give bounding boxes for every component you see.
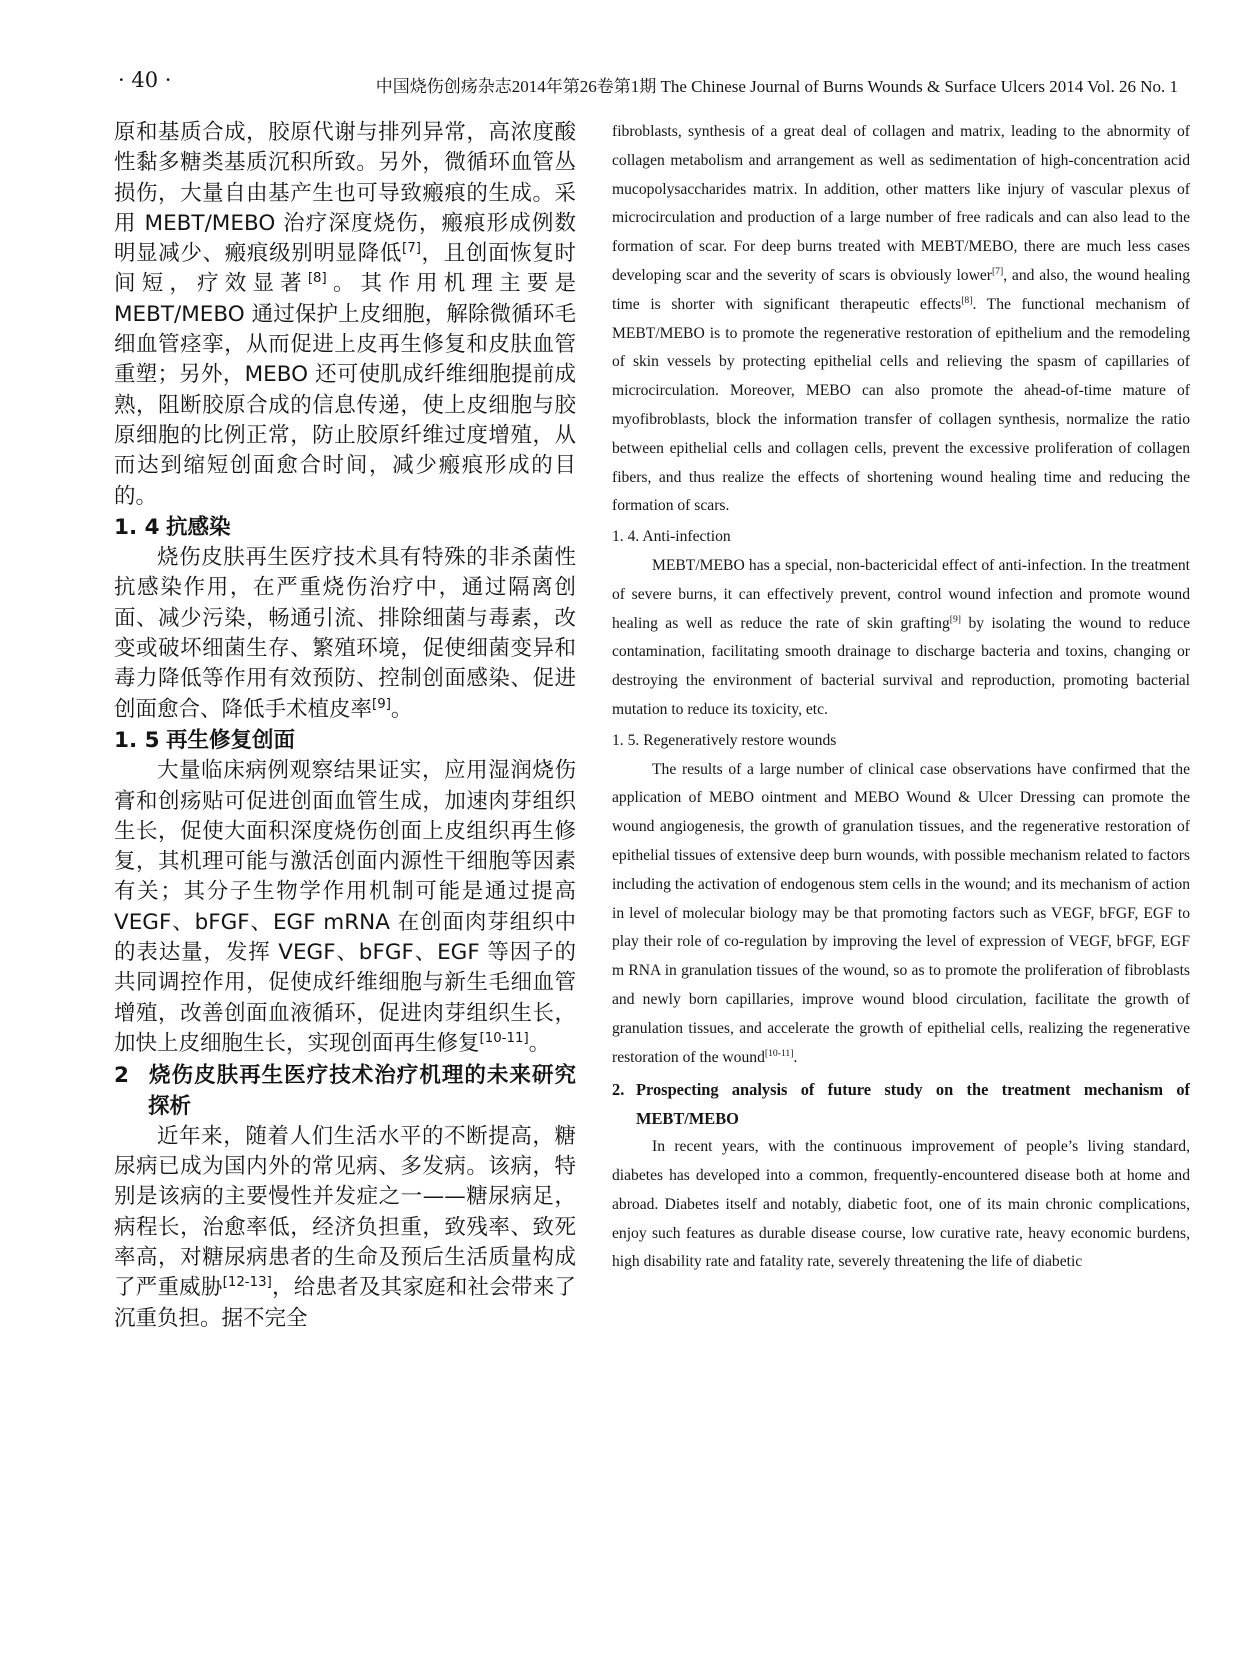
section-heading-1-4	[114, 513, 576, 543]
running-title: 中国烧伤创疡杂志2014年第26卷第1期 The Chinese Journal of Burns Wounds & Surface Ulcers 2014 Vol. 26 No. 1	[375, 77, 1178, 96]
section-heading-1-5: 1. 5. Regeneratively restore wounds	[612, 731, 837, 749]
section-title: Prospecting analysis of future study on the treatment mechanism of MEBT/MEBO	[636, 1080, 1190, 1129]
citation: [8]	[961, 294, 973, 306]
page-number: · 40 ·	[118, 68, 172, 92]
section-number: 1. 4	[114, 514, 160, 540]
section-title: 烧伤皮肤再生医疗技术治疗机理的未来研究探析	[148, 1063, 576, 1119]
paragraph: 大量临床病例观察结果证实，应用湿润烧伤膏和创疡贴可促进创面血管生成，加速肉芽组织生长，促使大面积深度烧伤创面上皮组织再生修复，其机理可能与激活创面内源性干细胞等因素有关；其分子生物学作用机制可能是通过提高 VEGF、bFGF、EGF mRNA 在创面肉芽组织中的表达量，发挥 VEGF、bFGF、EGF 等因子的共同调控作用，促使成纤维细胞与新生毛细血管增殖，改善创面血液循环，促进肉芽组织生长，加快上皮细胞生长，实现创面再生修复[10-11]。	[114, 758, 576, 1056]
section-heading-2	[612, 1075, 1190, 1133]
citation: [8]	[307, 271, 327, 287]
paragraph: 近年来，随着人们生活水平的不断提高，糖尿病已成为国内外的常见病、多发病。该病，特别是该病的主要慢性并发症之一——糖尿病足，病程长，治愈率低，经济负担重，致残率、致死率高，对糖尿病患者的生命及预后生活质量构成了严重威胁[12-13]，给患者及其家庭和社会带来了沉重负担。据不完全	[114, 1123, 576, 1331]
citation: [7]	[402, 241, 421, 257]
section-number: 2	[114, 1063, 129, 1089]
chinese-column	[114, 118, 576, 1334]
citation: [10-11]	[764, 1047, 794, 1059]
citation: [9]	[372, 696, 391, 712]
section-heading-1-5	[114, 726, 576, 756]
section-title: 再生修复创面	[166, 727, 296, 753]
section-number: 1. 5	[114, 727, 160, 753]
section-heading-1-4: 1. 4. Anti-infection	[612, 528, 731, 546]
paragraph: MEBT/MEBO has a special, non-bactericidal effect of anti-infection. In the treatment of severe burns, it can effectively prevent, control wound infection and promote wound healing as well as reduce the rate of skin grafting[9] by isolating the wound to reduce contamination, facilitating smooth drainage to discharge bacteria and toxins, changing or destroying the environment of bacterial survival and reproduction, promoting bacterial mutation to reduce its toxicity, etc.	[612, 556, 1190, 718]
paragraph: fibroblasts, synthesis of a great deal of collagen and matrix, leading to the abnormity of collagen metabolism and arrangement as well as sedimentation of high-concentration acid mucopolysaccharides matrix. In addition, other matters like injury of vascular plexus of microcirculation and production of a large number of free radicals and can also lead to the formation of scar. For deep burns treated with MEBT/MEBO, there are much less cases developing scar and the severity of scars is obviously lower[7], and also, the wound healing time is shorter with significant therapeutic effects[8]. The functional mechanism of MEBT/MEBO is to promote the regenerative restoration of epithelium and the remodeling of skin vessels by protecting epithelial cells and relieving the spasm of capillaries of microcirculation. Moreover, MEBO can also promote the ahead-of-time mature of myofibroblasts, block the information transfer of collagen synthesis, normalize the ratio between epithelial cells and collagen cells, prevent the excessive proliferation of collagen fibers, and thus realize the effects of shortening wound healing time and reducing the formation of scars.	[612, 123, 1190, 515]
paragraph: The results of a large number of clinical case observations have confirmed that the application of MEBO ointment and MEBO Wound & Ulcer Dressing can promote the wound angiogenesis, the growth of granulation tissues, and the regenerative restoration of epithelial tissues of extensive deep burn wounds, with possible mechanism related to factors including the activation of endogenous stem cells in the wound; and its mechanism of action in level of molecular biology may be that promoting factors such as VEGF, bFGF, EGF to play their role of co-regulation by improving the level of expression of VEGF, bFGF, EGF m RNA in granulation tissues of the wound, so as to promote the proliferation of fibroblasts and newly born capillaries, improve wound blood circulation, facilitate the growth of granulation tissues, and accelerate the growth of epithelial cells, realizing the regenerative restoration of the wound[10-11].	[612, 760, 1190, 1066]
section-title: 抗感染	[166, 514, 231, 540]
paragraph: 原和基质合成，胶原代谢与排列异常，高浓度酸性黏多糖类基质沉积所致。另外，微循环血管丛损伤，大量自由基产生也可导致瘢痕的生成。采用 MEBT/MEBO 治疗深度烧伤，瘢痕形成例数明显减少、瘢痕级别明显降低[7]，且创面恢复时间短，疗效显著[8]。其作用机理主要是 MEBT/MEBO 通过保护上皮细胞，解除微循环毛细血管痉挛，从而促进上皮再生修复和皮肤血管重塑；另外，MEBO 还可使肌成纤维细胞提前成熟，阻断胶原合成的信息传递，使上皮细胞与胶原细胞的比例正常，防止胶原纤维过度增殖，从而达到缩短创面愈合时间，减少瘢痕形成的目的。	[114, 120, 576, 509]
citation: [9]	[949, 613, 962, 625]
citation: [10-11]	[479, 1030, 529, 1046]
citation: [12-13]	[222, 1275, 272, 1291]
citation: [7]	[991, 265, 1004, 277]
section-heading-2	[114, 1061, 576, 1122]
paragraph: In recent years, with the continuous improvement of people’s living standard, diabetes has developed into a common, frequently-encountered disease both at home and abroad. Diabetes itself and notably, diabetic foot, one of its main chronic complications, enjoy such features as durable disease course, low curative rate, heavy economic burdens, high disability rate and fatality rate, severely threatening the life of diabetic	[612, 1138, 1190, 1271]
english-column	[612, 118, 1190, 1277]
paragraph: 烧伤皮肤再生医疗技术具有特殊的非杀菌性抗感染作用，在严重烧伤治疗中，通过隔离创面、减少污染，畅通引流、排除细菌与毒素，改变或破坏细菌生存、繁殖环境，促使细菌变异和毒力降低等作用有效预防、控制创面感染、促进创面愈合、降低手术植皮率[9]。	[114, 545, 576, 722]
page-header	[0, 62, 1240, 102]
section-number: 2.	[612, 1080, 625, 1100]
